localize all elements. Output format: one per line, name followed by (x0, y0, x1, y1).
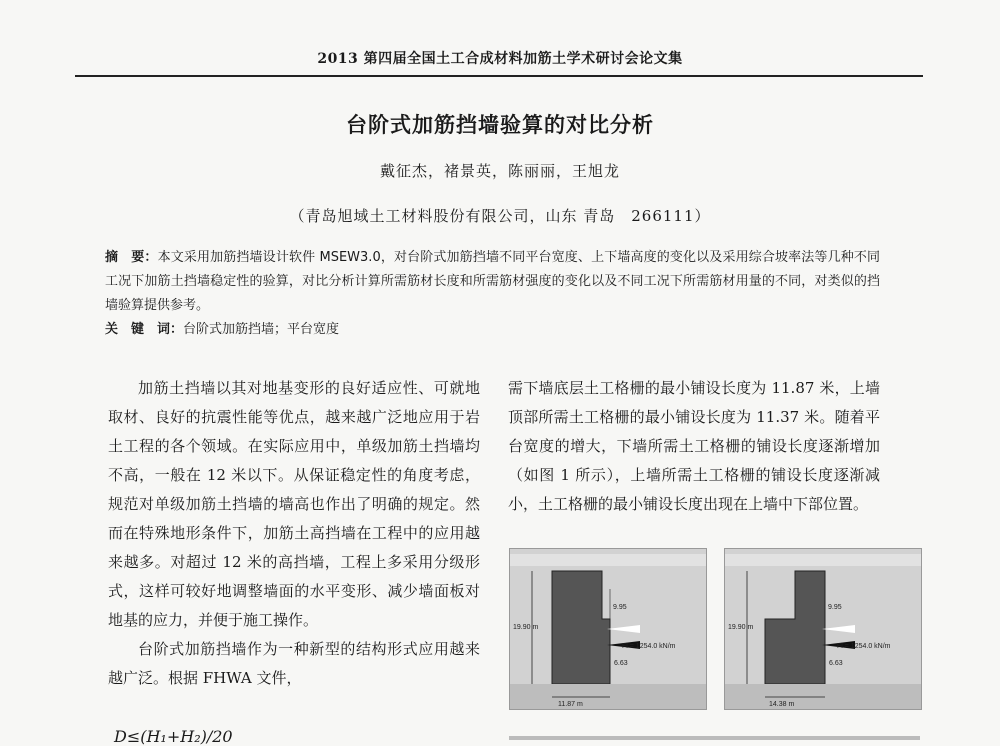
abstract (105, 246, 880, 318)
abstract-text: 本文采用加筋挡墙设计软件 MSEW3.0，对台阶式加筋挡墙不同平台宽度、上下墙高度的变化以及采用综合坡率法等几种不同工况下加筋土挡墙稳定性的验算，对比分析计算所需筋材长度和所需筋材强度的变化以及不同工况下所需筋材用量的不同，对类似的挡墙验算提供参考。 (105, 250, 880, 313)
height-label: 19.90 m (513, 624, 539, 631)
figure-wall-1 (509, 548, 707, 710)
lower-label: 6.63 (829, 660, 843, 667)
right-column (508, 374, 880, 519)
base-label: 14.38 m (769, 701, 795, 708)
next-figure-edge (509, 736, 920, 740)
paper-affiliation: （青岛旭域土工材料股份有限公司，山东 青岛 266111） (289, 207, 711, 225)
top-ground (725, 554, 921, 566)
force-label: Fl = 1254.0 kN/m (837, 643, 891, 650)
right-paragraph-1: 需下墙底层土工格栅的最小铺设长度为 11.87 米，上墙顶部所需土工格栅的最小铺设长度为 11.37 米。随着平台宽度的增大，下墙所需土工格栅的铺设长度逐渐增加（如图 1 所示），上墙所需土工格栅的铺设长度逐渐减小，土工格栅的最小铺设长度出现在上墙中下部位置。 (508, 379, 880, 513)
top-ground (510, 554, 706, 566)
stepped-wall (552, 571, 610, 684)
keywords (105, 318, 880, 337)
paper-title: 台阶式加筋挡墙验算的对比分析 (346, 113, 654, 137)
height-label: 19.90 m (728, 624, 754, 631)
left-paragraph-2: 台阶式加筋挡墙作为一种新型的结构形式应用越来越广泛。根据 FHWA 文件， (108, 640, 480, 687)
figure-wall-2 (724, 548, 922, 710)
lower-label: 6.63 (614, 660, 628, 667)
left-column (108, 374, 480, 693)
running-header: 2013 第四届全国土工合成材料加筋土学术研讨会论文集 (317, 51, 683, 67)
abstract-label: 摘 要： (105, 250, 158, 265)
foundation (725, 684, 921, 709)
foundation (510, 684, 706, 709)
force-label: Fl = 1254.0 kN/m (622, 643, 676, 650)
header-rule (75, 75, 923, 77)
formula: D≤(H₁+H₂)/20 (114, 727, 233, 746)
figure-wall-1-svg (510, 549, 706, 709)
figure-wall-2-svg (725, 549, 921, 709)
keywords-text: 台阶式加筋挡墙；平台宽度 (183, 322, 340, 337)
upper-label: 9.95 (613, 604, 627, 611)
upper-label: 9.95 (828, 604, 842, 611)
base-label: 11.87 m (558, 701, 583, 708)
keywords-label: 关 键 词： (105, 322, 184, 337)
paper-authors: 戴征杰，褚景英，陈丽丽，王旭龙 (379, 162, 620, 180)
left-paragraph-1: 加筋土挡墙以其对地基变形的良好适应性、可就地取材、良好的抗震性能等优点，越来越广泛地应用于岩土工程的各个领域。在实际应用中，单级加筋土挡墙均不高，一般在 12 米以下。从保证稳定性的角度考虑，规范对单级加筋土挡墙的墙高也作出了明确的规定。然而在特殊地形条件下，加筋土高挡墙在工程中的应用越来越多。对超过 12 米的高挡墙，工程上多采用分级形式，这样可较好地调整墙面的水平变形、减少墙面板对地基的应力，并便于施工操作。 (108, 379, 480, 629)
